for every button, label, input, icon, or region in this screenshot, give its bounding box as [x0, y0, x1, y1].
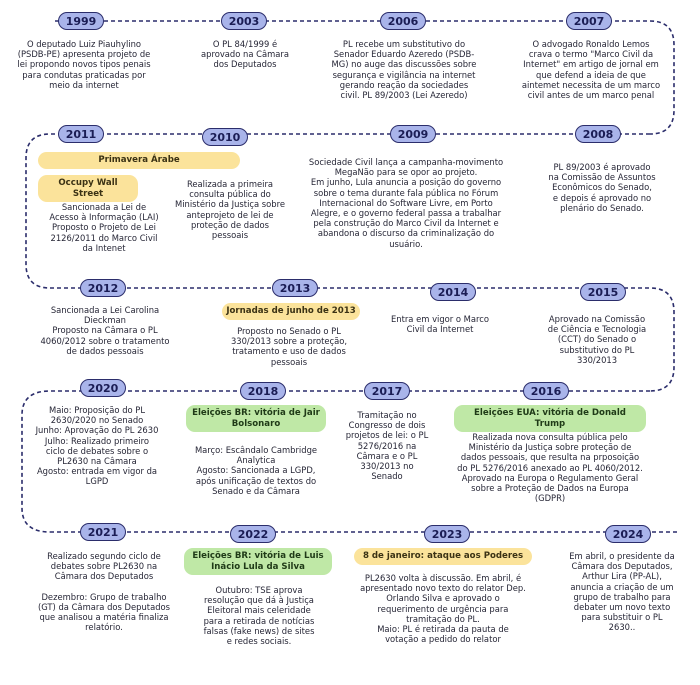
event-2007-text: O advogado Ronaldo Lemos crava o termo "Marco Civil da Internet" em artigo de jornal em que defend a ideia de que aintemet necessita de um marco civil antes de um marco penal	[521, 39, 661, 101]
year-2010-pill: 2010	[202, 128, 248, 146]
year-2012-pill: 2012	[80, 279, 126, 297]
tag-primavera-arabe: Primavera Árabe	[38, 152, 240, 169]
event-2009-text: Sociedade Civil lança a campanha-movimento MegaNão para se opor ao projeto. Em junho, Lula anuncia a posição do governo sobre o tema durante fala pública no Fórum Internacional do Software Livre, em Porto Alegre, e o governo federal passa a trabalhar pela construção do Marco Civil da Internet e abandona o discurso da criminalização do usuário.	[308, 157, 504, 249]
year-2016-pill: 2016	[523, 382, 569, 400]
event-2022-text: Outubro: TSE aprova resolução que dá à Justiça Eleitoral mais celeridade para a retirada de notícias falsas (fake news) de sites e redes sociais.	[203, 585, 315, 647]
year-2018-pill: 2018	[240, 382, 286, 400]
year-2017-pill: 2017	[364, 382, 410, 400]
event-2006-text: PL recebe um substitutivo do Senador Eduardo Azeredo (PSDB- MG) no auge das discussões sobre segurança e vigilância na internet gerando reação da sociedades civil. PL 89/2003 (Lei Azeredo)	[331, 39, 477, 101]
event-2011-text: Sancionada a Lei de Acesso à Informação (LAI) Proposto o Projeto de Lei 2126/2011 do Marco Civil da Intenet	[49, 202, 159, 253]
year-2023-pill: 2023	[424, 525, 470, 543]
event-2017-text: Tramitação no Congresso de dois projetos de lei: o PL 5276/2016 na Câmara e o PL 330/2013 no Senado	[345, 410, 429, 482]
event-2008-text: PL 89/2003 é aprovado na Comissão de Assuntos Econômicos do Senado, e depois é aprovado no plenário do Senado.	[548, 162, 656, 213]
event-2020-text: Maio: Proposição do PL 2630/2020 no Senado Junho: Aprovação do PL 2630 Julho: Realizado primeiro ciclo de debates sobre o PL2630 na Câmara Agosto: entrada em vigor da LGPD	[35, 405, 159, 487]
year-2009-pill: 2009	[390, 125, 436, 143]
year-2021-pill: 2021	[80, 523, 126, 541]
event-2013-text: Proposto no Senado o PL 330/2013 sobre a proteção, tratamento e uso de dados pessoais	[230, 326, 348, 367]
tag-occupy-wall-street: Occupy Wall Street	[38, 175, 138, 202]
event-2012-text: Sancionada a Lei Carolina Dieckman Proposto na Câmara o PL 4060/2012 sobre o tratamento de dados pessoais	[40, 305, 170, 356]
year-2007-pill: 2007	[566, 12, 612, 30]
event-2018-text: Março: Escândalo Cambridge Analytica Agosto: Sancionada a LGPD, após unificação de textos do Senado e da Câmara	[194, 445, 318, 496]
event-1999-text: O deputado Luiz Piauhylino (PSDB-PE) apresenta projeto de lei propondo novos tipos penais para condutas praticadas por meio da internet	[17, 39, 151, 90]
event-2003-text: O PL 84/1999 é aprovado na Câmara dos Deputados	[201, 39, 289, 70]
event-2023-text: PL2630 volta à discussão. Em abril, é apresentado novo texto do relator Dep. Orlando Silva e aprovado o requerimento de urgência para tramitação do PL. Maio: PL é retirada da pauta de votação a pedido do relator	[360, 573, 526, 645]
event-2024-text: Em abril, o presidente da Câmara dos Deputados, Arthur Lira (PP-AL), anuncia a criação de um grupo de trabalho para debater um novo texto para substituir o PL 2630..	[569, 551, 675, 633]
tag-8-janeiro: 8 de janeiro: ataque aos Poderes	[354, 548, 532, 565]
event-2014-text: Entra em vigor o Marco Civil da Internet	[390, 314, 490, 335]
year-2014-pill: 2014	[430, 283, 476, 301]
tag-jornadas-junho-2013: Jornadas de junho de 2013	[222, 303, 360, 320]
year-1999-pill: 1999	[58, 12, 104, 30]
event-2021-text: Realizado segundo ciclo de debates sobre PL2630 na Câmara dos Deputados Dezembro: Grupo de trabalho (GT) da Câmara dos Deputados que analisou a matéria finaliza relatório.	[37, 551, 171, 633]
year-2008-pill: 2008	[575, 125, 621, 143]
tag-eleicoes-eua-trump: Eleições EUA: vitória de Donald Trump	[454, 405, 646, 432]
year-2020-pill: 2020	[80, 379, 126, 397]
event-2015-text: Aprovado na Comissão de Ciência e Tecnologia (CCT) do Senado o substitutivo do PL 330/2013	[547, 314, 647, 365]
year-2015-pill: 2015	[580, 283, 626, 301]
year-2022-pill: 2022	[230, 525, 276, 543]
event-2010-text: Realizada a primeira consulta pública do Ministério da Justiça sobre anteprojeto de lei de proteção de dados pessoais	[174, 179, 286, 241]
year-2013-pill: 2013	[272, 279, 318, 297]
year-2006-pill: 2006	[380, 12, 426, 30]
year-2024-pill: 2024	[605, 525, 651, 543]
event-2016-text: Realizada nova consulta pública pelo Ministério da Justiça sobre proteção de dados pessoais, que resulta na prposoição do PL 5276/2016 anexado ao PL 4060/2012. Aprovado na Europa o Regulamento Geral sobre a Proteção de Dados na Europa (GDPR)	[457, 432, 643, 504]
year-2003-pill: 2003	[221, 12, 267, 30]
tag-eleicoes-br-lula: Eleições BR: vitória de Luis Inácio Lula da Silva	[184, 548, 332, 575]
year-2011-pill: 2011	[58, 125, 104, 143]
tag-eleicoes-br-bolsonaro: Eleições BR: vitória de Jair Bolsonaro	[186, 405, 326, 432]
